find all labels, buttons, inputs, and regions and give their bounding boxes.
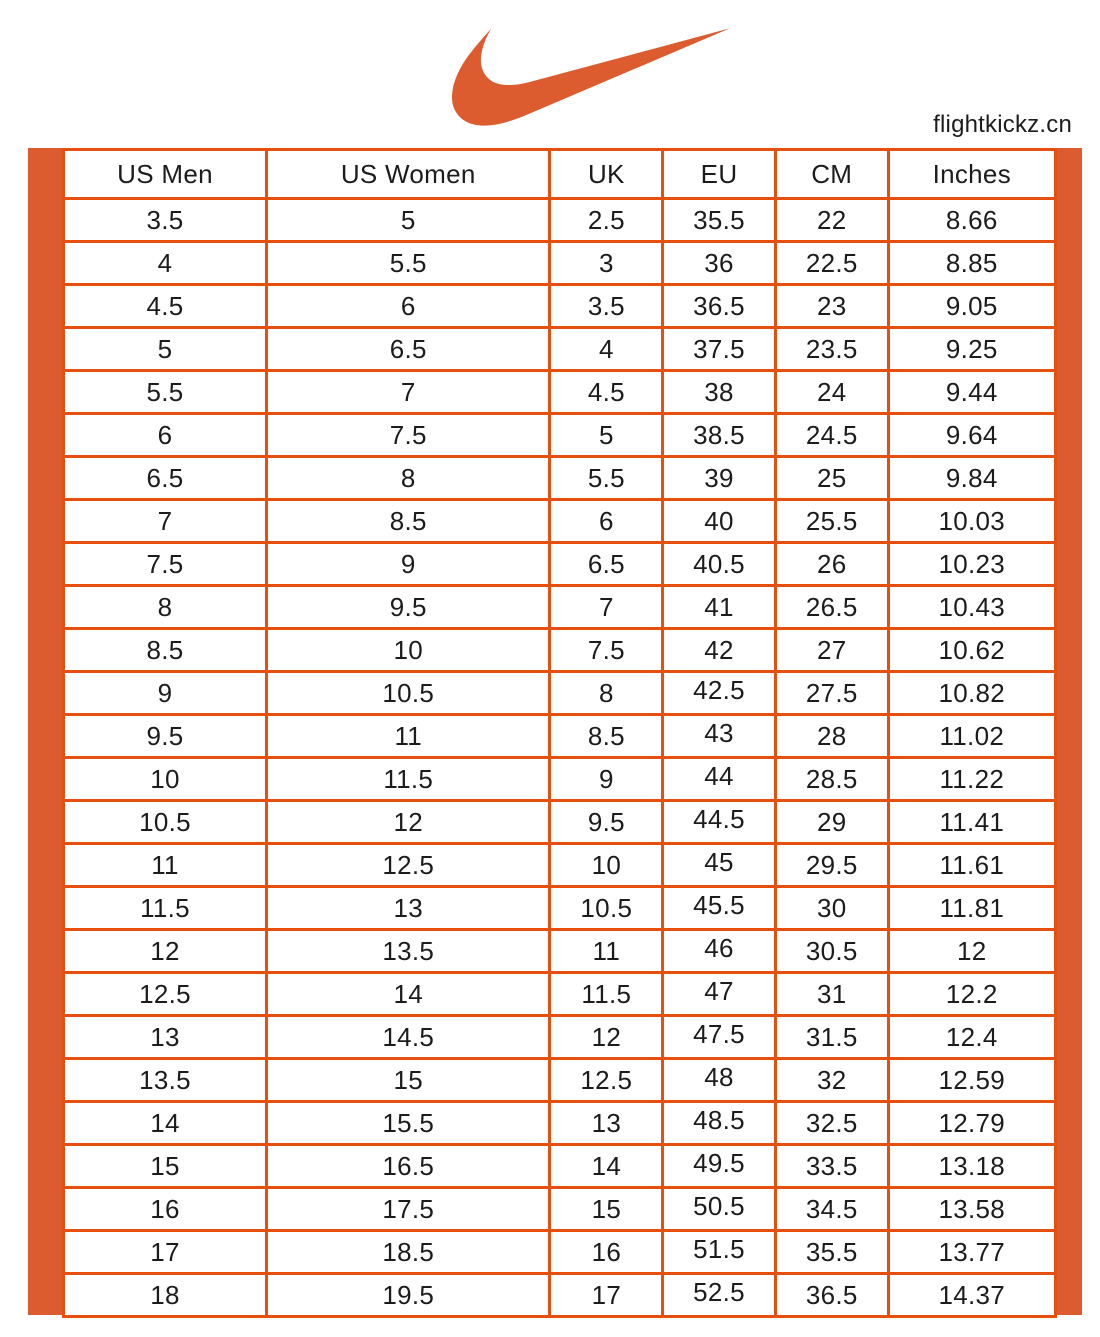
column-header: Inches xyxy=(888,150,1055,199)
size-cell: 17 xyxy=(550,1274,663,1317)
size-cell: 31 xyxy=(775,973,888,1016)
size-cell: 10.23 xyxy=(888,543,1055,586)
size-cell: 13.5 xyxy=(267,930,550,973)
size-cell: 9.5 xyxy=(267,586,550,629)
size-cell: 38.5 xyxy=(663,414,776,457)
table-row xyxy=(64,1145,1056,1188)
size-cell: 10.62 xyxy=(888,629,1055,672)
size-cell: 18.5 xyxy=(267,1231,550,1274)
size-cell: 4 xyxy=(550,328,663,371)
size-cell: 9 xyxy=(267,543,550,586)
size-cell: 44.5 xyxy=(663,801,776,844)
size-cell: 36.5 xyxy=(775,1274,888,1317)
table-row xyxy=(64,715,1056,758)
size-chart-frame xyxy=(28,148,1082,1315)
size-cell: 18 xyxy=(64,1274,267,1317)
size-cell: 9.25 xyxy=(888,328,1055,371)
size-cell: 45.5 xyxy=(663,887,776,930)
table-row xyxy=(64,930,1056,973)
size-cell: 40.5 xyxy=(663,543,776,586)
size-cell: 10 xyxy=(550,844,663,887)
size-cell: 38 xyxy=(663,371,776,414)
size-cell: 12.2 xyxy=(888,973,1055,1016)
size-cell: 3.5 xyxy=(64,199,267,242)
table-row xyxy=(64,1231,1056,1274)
size-cell: 29 xyxy=(775,801,888,844)
size-cell: 25.5 xyxy=(775,500,888,543)
size-cell: 12 xyxy=(888,930,1055,973)
size-cell: 36.5 xyxy=(663,285,776,328)
size-cell: 39 xyxy=(663,457,776,500)
size-cell: 28.5 xyxy=(775,758,888,801)
size-cell: 51.5 xyxy=(663,1231,776,1274)
size-cell: 16 xyxy=(550,1231,663,1274)
size-cell: 11.5 xyxy=(64,887,267,930)
size-cell: 9.5 xyxy=(550,801,663,844)
size-cell: 23 xyxy=(775,285,888,328)
size-cell: 8.5 xyxy=(267,500,550,543)
size-cell: 33.5 xyxy=(775,1145,888,1188)
size-cell: 42 xyxy=(663,629,776,672)
size-cell: 8 xyxy=(267,457,550,500)
size-cell: 5 xyxy=(550,414,663,457)
table-row xyxy=(64,414,1056,457)
size-cell: 13.77 xyxy=(888,1231,1055,1274)
size-cell: 12.5 xyxy=(550,1059,663,1102)
size-cell: 14 xyxy=(64,1102,267,1145)
column-header: CM xyxy=(775,150,888,199)
table-row xyxy=(64,629,1056,672)
size-cell: 22 xyxy=(775,199,888,242)
size-cell: 19.5 xyxy=(267,1274,550,1317)
size-cell: 7 xyxy=(64,500,267,543)
size-cell: 29.5 xyxy=(775,844,888,887)
table-row xyxy=(64,672,1056,715)
size-cell: 44 xyxy=(663,758,776,801)
size-cell: 5.5 xyxy=(267,242,550,285)
size-cell: 12.79 xyxy=(888,1102,1055,1145)
size-cell: 11.02 xyxy=(888,715,1055,758)
size-cell: 2.5 xyxy=(550,199,663,242)
column-header: UK xyxy=(550,150,663,199)
size-cell: 11.5 xyxy=(550,973,663,1016)
size-cell: 46 xyxy=(663,930,776,973)
size-cell: 4.5 xyxy=(64,285,267,328)
size-cell: 15.5 xyxy=(267,1102,550,1145)
size-cell: 50.5 xyxy=(663,1188,776,1231)
size-cell: 12.59 xyxy=(888,1059,1055,1102)
column-header: US Women xyxy=(267,150,550,199)
table-row xyxy=(64,242,1056,285)
size-cell: 4.5 xyxy=(550,371,663,414)
size-cell: 48.5 xyxy=(663,1102,776,1145)
size-cell: 35.5 xyxy=(775,1231,888,1274)
table-row xyxy=(64,758,1056,801)
size-cell: 12 xyxy=(64,930,267,973)
size-cell: 12 xyxy=(267,801,550,844)
size-cell: 12.5 xyxy=(267,844,550,887)
table-row xyxy=(64,543,1056,586)
size-cell: 8.85 xyxy=(888,242,1055,285)
size-cell: 4 xyxy=(64,242,267,285)
size-cell: 8.5 xyxy=(550,715,663,758)
size-cell: 10 xyxy=(267,629,550,672)
size-cell: 9.84 xyxy=(888,457,1055,500)
size-cell: 22.5 xyxy=(775,242,888,285)
size-cell: 41 xyxy=(663,586,776,629)
size-cell: 36 xyxy=(663,242,776,285)
size-cell: 11.61 xyxy=(888,844,1055,887)
size-cell: 11.22 xyxy=(888,758,1055,801)
table-row xyxy=(64,371,1056,414)
size-cell: 37.5 xyxy=(663,328,776,371)
size-cell: 11.5 xyxy=(267,758,550,801)
size-cell: 5 xyxy=(267,199,550,242)
size-cell: 9.44 xyxy=(888,371,1055,414)
size-cell: 14 xyxy=(267,973,550,1016)
size-cell: 11 xyxy=(64,844,267,887)
size-cell: 34.5 xyxy=(775,1188,888,1231)
size-cell: 8 xyxy=(550,672,663,715)
size-cell: 25 xyxy=(775,457,888,500)
size-cell: 7.5 xyxy=(550,629,663,672)
table-row xyxy=(64,1102,1056,1145)
size-cell: 27.5 xyxy=(775,672,888,715)
size-cell: 10.5 xyxy=(267,672,550,715)
size-cell: 11 xyxy=(550,930,663,973)
size-cell: 47 xyxy=(663,973,776,1016)
size-cell: 26 xyxy=(775,543,888,586)
size-cell: 13 xyxy=(64,1016,267,1059)
size-cell: 11.81 xyxy=(888,887,1055,930)
size-cell: 13 xyxy=(550,1102,663,1145)
size-cell: 24 xyxy=(775,371,888,414)
size-cell: 23.5 xyxy=(775,328,888,371)
size-cell: 6.5 xyxy=(550,543,663,586)
size-cell: 3 xyxy=(550,242,663,285)
size-cell: 5.5 xyxy=(64,371,267,414)
size-cell: 8.5 xyxy=(64,629,267,672)
size-cell: 16.5 xyxy=(267,1145,550,1188)
size-cell: 47.5 xyxy=(663,1016,776,1059)
size-cell: 6.5 xyxy=(267,328,550,371)
size-cell: 32.5 xyxy=(775,1102,888,1145)
size-cell: 8 xyxy=(64,586,267,629)
size-cell: 10.82 xyxy=(888,672,1055,715)
size-cell: 49.5 xyxy=(663,1145,776,1188)
size-cell: 15 xyxy=(267,1059,550,1102)
size-cell: 15 xyxy=(64,1145,267,1188)
size-cell: 17.5 xyxy=(267,1188,550,1231)
size-cell: 11 xyxy=(267,715,550,758)
size-cell: 10.43 xyxy=(888,586,1055,629)
header-row xyxy=(64,150,1056,199)
size-cell: 13.18 xyxy=(888,1145,1055,1188)
size-cell: 12.4 xyxy=(888,1016,1055,1059)
size-cell: 6 xyxy=(64,414,267,457)
size-cell: 30 xyxy=(775,887,888,930)
size-cell: 7 xyxy=(550,586,663,629)
table-row xyxy=(64,586,1056,629)
size-cell: 5 xyxy=(64,328,267,371)
size-cell: 27 xyxy=(775,629,888,672)
size-cell: 10.5 xyxy=(64,801,267,844)
nike-swoosh-icon xyxy=(452,27,730,128)
table-row xyxy=(64,457,1056,500)
table-row xyxy=(64,1016,1056,1059)
size-cell: 35.5 xyxy=(663,199,776,242)
table-row xyxy=(64,500,1056,543)
size-cell: 28 xyxy=(775,715,888,758)
size-cell: 13.58 xyxy=(888,1188,1055,1231)
size-cell: 13 xyxy=(267,887,550,930)
size-cell: 42.5 xyxy=(663,672,776,715)
size-cell: 16 xyxy=(64,1188,267,1231)
column-header: EU xyxy=(663,150,776,199)
right-accent-bar xyxy=(1057,148,1082,1315)
size-cell: 3.5 xyxy=(550,285,663,328)
table-row xyxy=(64,328,1056,371)
left-accent-bar xyxy=(28,148,62,1315)
table-row xyxy=(64,1188,1056,1231)
size-chart-table xyxy=(62,148,1057,1318)
size-cell: 48 xyxy=(663,1059,776,1102)
size-cell: 17 xyxy=(64,1231,267,1274)
table-row xyxy=(64,1059,1056,1102)
size-cell: 9 xyxy=(550,758,663,801)
size-cell: 10.5 xyxy=(550,887,663,930)
size-cell: 7 xyxy=(267,371,550,414)
size-cell: 10 xyxy=(64,758,267,801)
table-row xyxy=(64,801,1056,844)
size-cell: 31.5 xyxy=(775,1016,888,1059)
size-cell: 10.03 xyxy=(888,500,1055,543)
size-cell: 6 xyxy=(267,285,550,328)
size-cell: 14 xyxy=(550,1145,663,1188)
size-cell: 6 xyxy=(550,500,663,543)
table-row xyxy=(64,285,1056,328)
table-row xyxy=(64,199,1056,242)
size-cell: 40 xyxy=(663,500,776,543)
size-cell: 5.5 xyxy=(550,457,663,500)
size-cell: 15 xyxy=(550,1188,663,1231)
size-cell: 43 xyxy=(663,715,776,758)
size-cell: 6.5 xyxy=(64,457,267,500)
website-label: flightkickz.cn xyxy=(933,111,1072,138)
size-cell: 9.64 xyxy=(888,414,1055,457)
size-cell: 26.5 xyxy=(775,586,888,629)
size-cell: 7.5 xyxy=(64,543,267,586)
size-cell: 9 xyxy=(64,672,267,715)
size-cell: 24.5 xyxy=(775,414,888,457)
size-cell: 14.37 xyxy=(888,1274,1055,1317)
size-cell: 30.5 xyxy=(775,930,888,973)
size-cell: 13.5 xyxy=(64,1059,267,1102)
size-cell: 52.5 xyxy=(663,1274,776,1317)
size-cell: 45 xyxy=(663,844,776,887)
table-row xyxy=(64,973,1056,1016)
table-row xyxy=(64,844,1056,887)
size-cell: 32 xyxy=(775,1059,888,1102)
size-cell: 11.41 xyxy=(888,801,1055,844)
size-cell: 12.5 xyxy=(64,973,267,1016)
column-header: US Men xyxy=(64,150,267,199)
size-cell: 9.5 xyxy=(64,715,267,758)
size-cell: 14.5 xyxy=(267,1016,550,1059)
size-cell: 8.66 xyxy=(888,199,1055,242)
table-row xyxy=(64,1274,1056,1317)
size-cell: 7.5 xyxy=(267,414,550,457)
size-cell: 9.05 xyxy=(888,285,1055,328)
size-cell: 12 xyxy=(550,1016,663,1059)
table-row xyxy=(64,887,1056,930)
